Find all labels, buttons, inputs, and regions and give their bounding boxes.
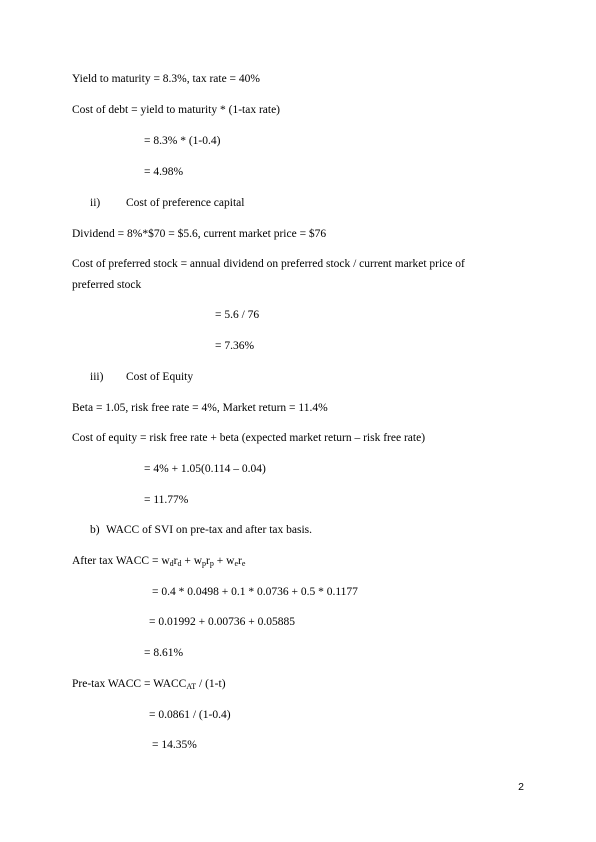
cost-of-debt-result: = 4.98% xyxy=(144,166,184,178)
subscript-at: AT xyxy=(186,682,197,691)
cost-of-equity-formula: Cost of equity = risk free rate + beta (expected market return – risk free rate) xyxy=(72,432,426,444)
cost-preferred-step: = 5.6 / 76 xyxy=(215,309,260,321)
rate-symbol: r xyxy=(206,555,210,567)
subscript-p: p xyxy=(202,559,207,568)
heading-text: WACC of SVI on pre-tax and after tax basis. xyxy=(106,524,312,536)
cost-of-debt-step: = 8.3% * (1-0.4) xyxy=(144,135,221,147)
after-tax-wacc-formula xyxy=(72,554,245,568)
heading-preference-capital xyxy=(90,196,244,210)
rate-symbol: r xyxy=(238,555,242,567)
after-tax-wacc-step1: = 0.4 * 0.0498 + 0.1 * 0.0736 + 0.5 * 0.1177 xyxy=(152,586,358,598)
cost-preferred-formula: Cost of preferred stock = annual dividend on preferred stock / current market price of preferred stock xyxy=(72,258,465,291)
heading-wacc xyxy=(90,523,312,537)
formula-prefix: Pre-tax WACC = WACC xyxy=(72,678,187,690)
weight-symbol: w xyxy=(226,555,235,567)
weight-symbol: w xyxy=(161,555,170,567)
subscript-d: d xyxy=(177,559,182,568)
subscript-d: d xyxy=(169,559,174,568)
cost-preferred-result: = 7.36% xyxy=(215,340,255,352)
rate-symbol: r xyxy=(173,555,178,567)
pre-tax-wacc-result: = 14.35% xyxy=(152,739,197,751)
pre-tax-wacc-formula xyxy=(72,677,226,691)
cost-of-equity-step: = 4% + 1.05(0.114 – 0.04) xyxy=(144,463,266,475)
weight-symbol: w xyxy=(193,555,203,567)
after-tax-wacc-result: = 8.61% xyxy=(144,647,184,659)
after-tax-wacc-step2: = 0.01992 + 0.00736 + 0.05885 xyxy=(149,616,295,628)
heading-text: Cost of preference capital xyxy=(126,197,245,209)
plus-sign: + xyxy=(181,555,194,567)
subscript-e: e xyxy=(241,559,246,568)
heading-number: iii) xyxy=(90,371,104,383)
cost-of-debt-formula: Cost of debt = yield to maturity * (1-tax rate) xyxy=(72,104,281,116)
formula-prefix: After tax WACC = xyxy=(72,555,162,567)
dividend-line: Dividend = 8%*$70 = $5.6, current market price = $76 xyxy=(72,228,327,240)
plus-sign: + xyxy=(213,555,227,567)
formula-suffix: / (1-t) xyxy=(196,678,226,690)
pre-tax-wacc-step: = 0.0861 / (1-0.4) xyxy=(149,709,231,721)
heading-text: Cost of Equity xyxy=(126,371,194,383)
beta-line: Beta = 1.05, risk free rate = 4%, Market return = 11.4% xyxy=(72,402,328,414)
heading-cost-of-equity xyxy=(90,370,193,384)
heading-number: b) xyxy=(90,524,100,536)
subscript-e: e xyxy=(234,559,239,568)
heading-number: ii) xyxy=(90,197,101,209)
cost-of-equity-result: = 11.77% xyxy=(144,494,189,506)
page-number: 2 xyxy=(518,781,524,793)
yield-tax-line: Yield to maturity = 8.3%, tax rate = 40% xyxy=(72,73,260,85)
subscript-p: p xyxy=(209,559,214,568)
